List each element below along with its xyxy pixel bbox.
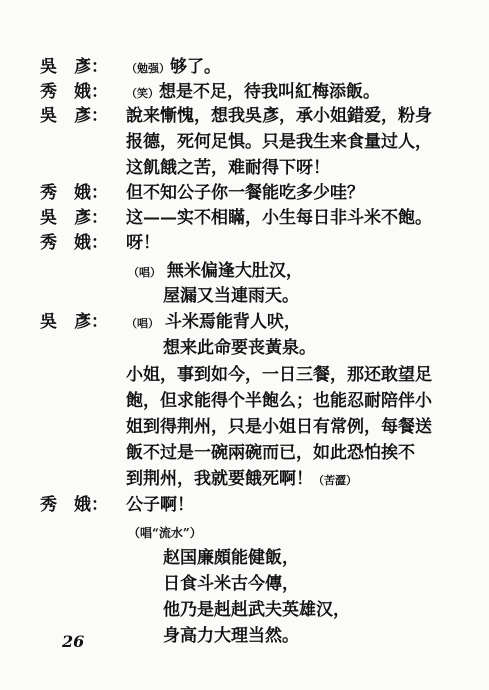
dialogue-text: 小姐，事到如今，一日三餐，那还敢望足 [126,365,432,385]
stage-direction: （笑） [126,87,159,100]
dialogue-text: 呀！ [126,233,160,253]
dialogue-text: 斗米焉能背人吠， [164,312,301,332]
dialogue-line [126,55,221,81]
dialogue-text: 無米偏逢大肚汉， [166,261,303,281]
stage-direction: （唱） [128,266,161,279]
dialogue-line [126,467,357,493]
dialogue-text: 报德，死何足惧。只是我生来食量过人， [126,132,432,152]
page-number: 26 [62,632,85,651]
speaker-label: 秀 娥： [40,82,108,102]
speaker-label: 吳 彥： [40,106,108,126]
dialogue-text: 这飢餓之苦，难耐得下呀！ [126,158,330,178]
stage-direction: （唱） [126,317,159,330]
dialogue-text: 但不知公子你一餐能吃多少哇？ [126,183,364,203]
speaker-label: 秀 娥： [40,495,108,515]
dialogue-text: 这——实不相瞞，小生每日非斗米不飽。 [126,208,432,228]
dialogue-text: 姐到得荆州，只是小姐日有常例，每餐送 [126,417,432,437]
dialogue-text: 够了。 [170,57,221,77]
speaker-label: 秀 娥： [40,183,108,203]
dialogue-text: 說来慚愧，想我吳彥，承小姐錯爱，粉身 [126,106,432,126]
dialogue-text: 想来此命要丧黃泉。 [163,338,316,358]
speaker-label: 吳 彥： [40,208,108,228]
dialogue-text: 想是不足，待我叫紅梅添飯。 [159,82,380,102]
dialogue-text: 身高力大理当然。 [163,626,299,646]
stage-direction: （勉强） [126,62,170,75]
sung-line [128,259,303,285]
dialogue-text: 屋漏又当連雨天。 [163,286,299,306]
dialogue-text: 到荆州，我就要餓死啊！ [126,469,313,489]
stage-direction: （苦澀） [313,474,357,487]
dialogue-text: 公子啊！ [126,495,194,515]
dialogue-text: 赵国廉頗能健飯， [163,548,299,568]
dialogue-text: 他乃是赳赳武夫英雄汉， [163,600,350,620]
dialogue-text: 飽，但求能得个半飽么；也能忍耐陪伴小 [126,391,432,411]
speaker-label: 吳 彥： [40,57,108,77]
sung-line [126,310,301,336]
dialogue-text: 日食斗米古今傳， [163,574,299,594]
speaker-label: 秀 娥： [40,233,108,253]
speaker-label: 吳 彥： [40,312,108,332]
dialogue-line [126,80,380,106]
stage-direction: （唱“流水”） [128,526,202,540]
dialogue-text: 飯不过是一碗兩碗而已，如此恐怕挨不 [126,443,415,463]
